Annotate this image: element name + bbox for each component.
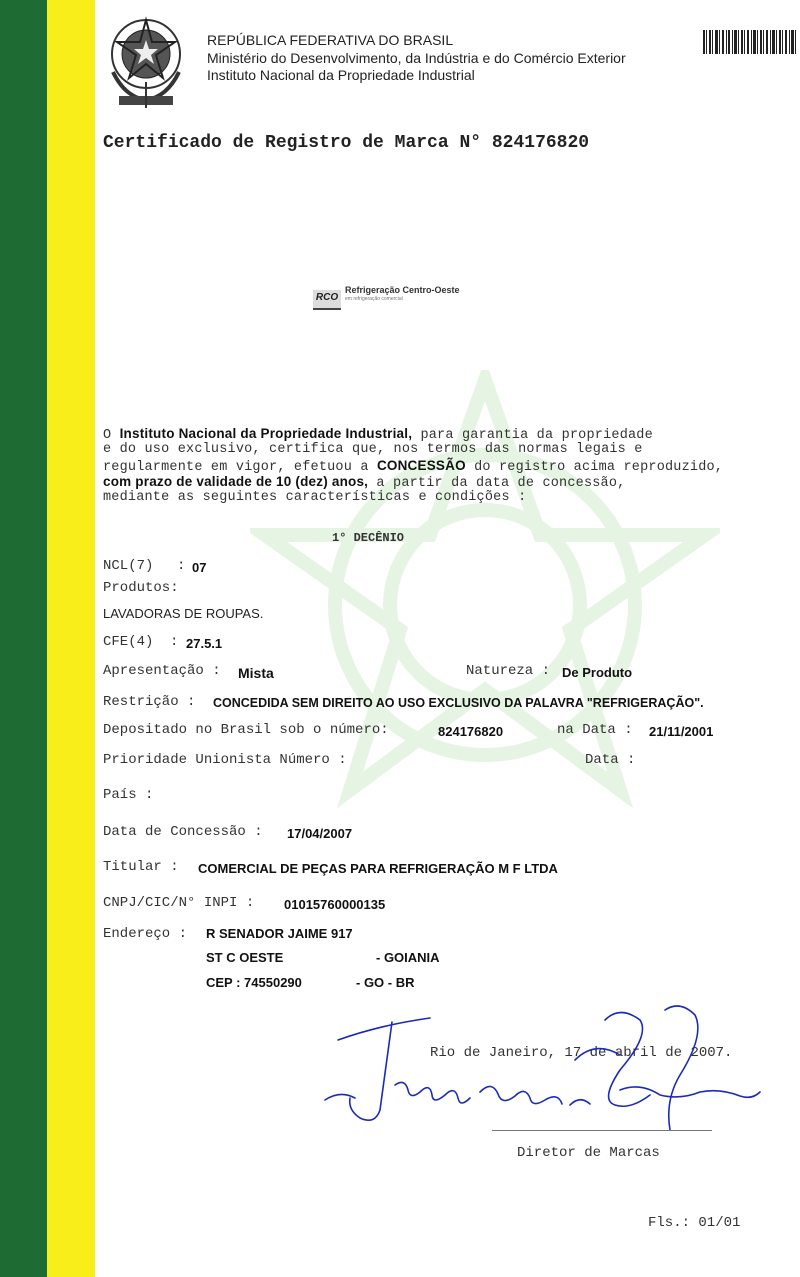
natureza-label: Natureza :	[466, 663, 551, 679]
ncl-value: 07	[192, 560, 207, 575]
barcode-icon	[703, 30, 797, 54]
restricao-value: CONCEDIDA SEM DIREITO AO USO EXCLUSIVO DA PALAVRA "REFRIGERAÇÃO".	[213, 696, 704, 710]
produtos-label: Produtos:	[103, 580, 179, 596]
apresentacao-label: Apresentação :	[103, 663, 221, 679]
signer-title: Diretor de Marcas	[517, 1145, 660, 1161]
titular-value: COMERCIAL DE PEÇAS PARA REFRIGERAÇÃO M F LTDA	[198, 861, 558, 876]
signature-line	[492, 1130, 712, 1131]
titular-label: Titular :	[103, 859, 179, 875]
cnpj-label: CNPJ/CIC/N° INPI :	[103, 895, 255, 911]
intro-line-2: e do uso exclusivo, certifica que, nos termos das normas legais e	[103, 442, 643, 457]
flag-stripe-green	[0, 0, 47, 1277]
depositado-label: Depositado no Brasil sob o número:	[103, 722, 389, 738]
certificate-title-prefix: Certificado de Registro de Marca N°	[103, 133, 482, 153]
mark-logo: RCO	[313, 290, 341, 310]
certificate-number: 824176820	[491, 133, 590, 153]
na-data-label: na Data :	[557, 722, 633, 738]
cfe-label: CFE(4)	[103, 634, 154, 650]
mark-tagline: em refrigeração comercial	[345, 296, 403, 302]
prioridade-data-label: Data :	[585, 752, 636, 768]
mark-name: Refrigeração Centro-Oeste	[345, 285, 460, 295]
page-number: Fls.: 01/01	[648, 1215, 741, 1231]
restricao-label: Restrição :	[103, 694, 196, 710]
cfe-sep: :	[170, 634, 179, 650]
produtos-value: LAVADORAS DE ROUPAS.	[103, 606, 264, 621]
intro-text: para garantia da propriedade	[412, 428, 653, 443]
pais-label: País :	[103, 787, 154, 803]
place-date: Rio de Janeiro, 17 de abril de 2007.	[430, 1045, 733, 1061]
endereco-label: Endereço :	[103, 926, 188, 942]
intro-text: a partir da data de concessão,	[368, 476, 626, 491]
endereco-street: R SENADOR JAIME 917	[206, 926, 353, 941]
decenio-label: 1° DECÊNIO	[332, 531, 405, 545]
natureza-value: De Produto	[562, 665, 633, 680]
flag-stripe-yellow	[47, 0, 95, 1277]
apresentacao-value: Mista	[238, 665, 274, 681]
ncl-sep: :	[177, 558, 186, 574]
ncl-label: NCL(7)	[103, 558, 154, 574]
certificate-title	[103, 133, 589, 153]
endereco-cep: CEP : 74550290	[206, 975, 302, 990]
cfe-value: 27.5.1	[186, 636, 223, 651]
prioridade-label: Prioridade Unionista Número :	[103, 752, 347, 768]
validity-term: com prazo de validade de 10 (dez) anos,	[103, 474, 369, 489]
coat-of-arms-icon	[105, 12, 187, 110]
intro-text: regularmente em vigor, efetuou a	[103, 460, 377, 475]
concessao-word: CONCESSÃO	[376, 458, 466, 473]
header-ministry: Ministério do Desenvolvimento, da Indústria e do Comércio Exterior	[207, 50, 626, 66]
header-institute: Instituto Nacional da Propriedade Industrial	[207, 67, 475, 83]
endereco-city: - GOIANIA	[376, 950, 440, 965]
depositado-value: 824176820	[438, 724, 504, 739]
concessao-label: Data de Concessão :	[103, 824, 263, 840]
intro-line-5: mediante as seguintes características e condições :	[103, 490, 527, 505]
cnpj-value: 01015760000135	[284, 897, 386, 912]
intro-text: do registro acima reproduzido,	[465, 460, 724, 475]
intro-text: O	[103, 428, 120, 443]
concessao-value: 17/04/2007	[287, 826, 353, 841]
endereco-district: ST C OESTE	[206, 950, 284, 965]
endereco-state: - GO - BR	[356, 975, 415, 990]
na-data-value: 21/11/2001	[649, 724, 714, 739]
institute-name: Instituto Nacional da Propriedade Industrial,	[119, 426, 413, 441]
header-republic: REPÚBLICA FEDERATIVA DO BRASIL	[207, 32, 454, 48]
